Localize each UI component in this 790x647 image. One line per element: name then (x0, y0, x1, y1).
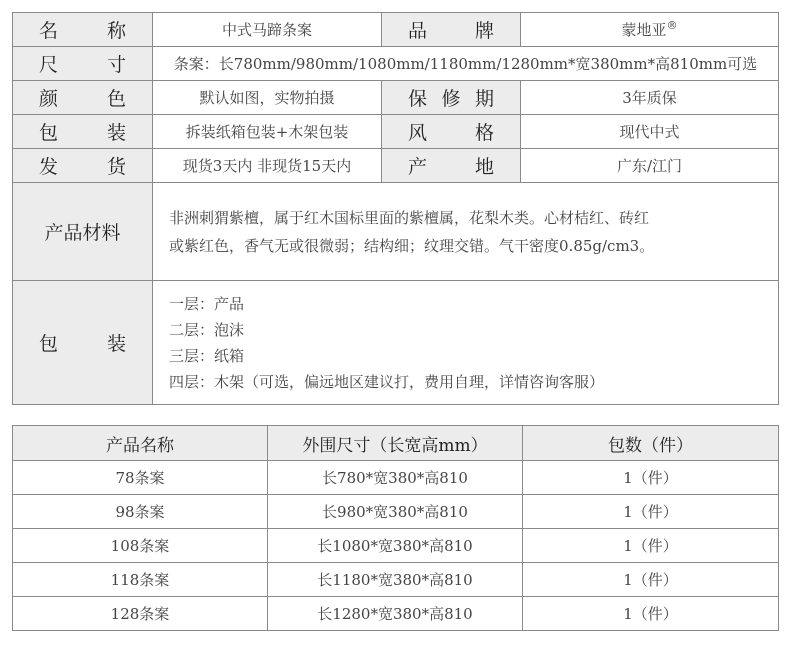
product-size-cell: 长780*宽380*高810 (268, 461, 523, 495)
product-count-cell: 1（件） (523, 529, 779, 563)
brand-label: 品 牌 (382, 13, 521, 47)
product-table-header (13, 426, 779, 461)
color-value: 默认如图，实物拍摄 (153, 81, 382, 115)
spec-row-packaging (13, 115, 779, 149)
table-row (13, 495, 779, 529)
product-table (12, 425, 779, 631)
style-value: 现代中式 (521, 115, 779, 149)
pack-layer-3: 三层：纸箱 (169, 346, 245, 365)
table-row (13, 563, 779, 597)
pack-layers-label: 包 装 (13, 281, 153, 405)
header-package-count: 包数（件） (523, 426, 779, 461)
product-count-cell: 1（件） (523, 597, 779, 631)
material-line-2: 或紫红色，香气无或很微弱；结构细；纹理交错。气干密度0.85g/cm3。 (169, 236, 655, 255)
product-name-cell: 128条案 (13, 597, 268, 631)
spec-table (12, 12, 779, 405)
material-label: 产品材料 (13, 183, 153, 281)
pack-layer-1: 一层：产品 (169, 294, 245, 313)
name-label: 名 称 (13, 13, 153, 47)
table-row (13, 461, 779, 495)
product-size-cell: 长1080*宽380*高810 (268, 529, 523, 563)
product-size-cell: 长980*宽380*高810 (268, 495, 523, 529)
pack-layer-2: 二层：泡沫 (169, 320, 245, 339)
pack-layer-4: 四层：木架（可选，偏远地区建议打，费用自理，详情咨询客服） (169, 372, 605, 391)
size-label: 尺 寸 (13, 47, 153, 81)
shipping-value: 现货3天内 非现货15天内 (153, 149, 382, 183)
product-count-cell: 1（件） (523, 563, 779, 597)
origin-label: 产 地 (382, 149, 521, 183)
material-description (153, 183, 779, 281)
header-outer-size: 外围尺寸（长宽高mm） (268, 426, 523, 461)
registered-mark: ® (666, 19, 678, 32)
warranty-value: 3年质保 (521, 81, 779, 115)
table-row (13, 597, 779, 631)
origin-value: 广东/江门 (521, 149, 779, 183)
product-size-cell: 长1180*宽380*高810 (268, 563, 523, 597)
product-count-cell: 1（件） (523, 461, 779, 495)
product-name-cell: 98条案 (13, 495, 268, 529)
size-value: 条案：长780mm/980mm/1080mm/1180mm/1280mm*宽380mm*高810mm可选 (153, 47, 779, 81)
product-name-cell: 108条案 (13, 529, 268, 563)
warranty-label: 保 修 期 (382, 81, 521, 115)
product-size-cell: 长1280*宽380*高810 (268, 597, 523, 631)
spec-row-shipping (13, 149, 779, 183)
packaging-label: 包 装 (13, 115, 153, 149)
spec-row-pack-layers (13, 281, 779, 405)
spec-row-material (13, 183, 779, 281)
color-label: 颜 色 (13, 81, 153, 115)
spec-row-size (13, 47, 779, 81)
material-line-1: 非洲刺猬紫檀，属于红木国标里面的紫檀属，花梨木类。心材桔红、砖红 (169, 208, 650, 227)
spec-row-color (13, 81, 779, 115)
product-name-cell: 118条案 (13, 563, 268, 597)
brand-value: 蒙地亚® (521, 13, 779, 47)
spec-row-name (13, 13, 779, 47)
product-name-cell: 78条案 (13, 461, 268, 495)
shipping-label: 发 货 (13, 149, 153, 183)
packaging-value: 拆装纸箱包装+木架包装 (153, 115, 382, 149)
name-value: 中式马蹄条案 (153, 13, 382, 47)
style-label: 风 格 (382, 115, 521, 149)
table-row (13, 529, 779, 563)
product-count-cell: 1（件） (523, 495, 779, 529)
pack-layers-list (153, 281, 779, 405)
header-product-name: 产品名称 (13, 426, 268, 461)
